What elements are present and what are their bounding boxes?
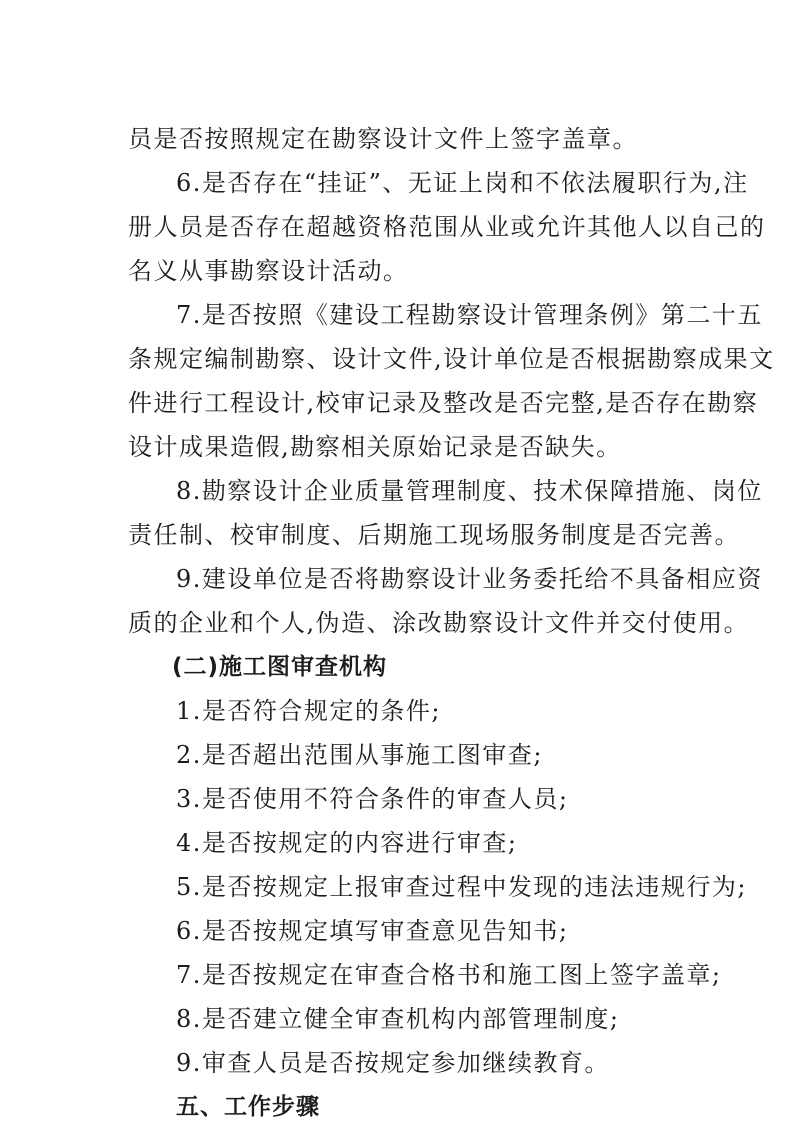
list-item: 4.是否按规定的内容进行审查; — [176, 829, 518, 857]
chapter-heading: 五、工作步骤 — [176, 1094, 320, 1120]
list-item: 3.是否使用不符合条件的审查人员; — [176, 785, 569, 813]
list-item: 8.是否建立健全审查机构内部管理制度; — [176, 1005, 620, 1033]
list-item: 6.是否按规定填写审查意见告知书; — [176, 917, 569, 945]
paragraph-line: 8.勘察设计企业质量管理制度、技术保障措施、岗位 — [176, 477, 763, 505]
paragraph-line: 质的企业和个人,伪造、涂改勘察设计文件并交付使用。 — [128, 609, 750, 637]
paragraph-line: 员是否按照规定在勘察设计文件上签字盖章。 — [128, 125, 638, 153]
paragraph-line: 6.是否存在“挂证”、无证上岗和不依法履职行为,注 — [176, 169, 749, 197]
list-item: 9.审查人员是否按规定参加继续教育。 — [176, 1049, 610, 1077]
paragraph-line: 9.建设单位是否将勘察设计业务委托给不具备相应资 — [176, 565, 763, 593]
paragraph-line: 名义从事勘察设计活动。 — [128, 257, 409, 285]
list-item: 1.是否符合规定的条件; — [176, 697, 441, 725]
list-item: 2.是否超出范围从事施工图审查; — [176, 741, 543, 769]
paragraph-line: 责任制、校审制度、后期施工现场服务制度是否完善。 — [128, 521, 740, 549]
paragraph-line: 7.是否按照《建设工程勘察设计管理条例》第二十五 — [176, 301, 763, 329]
list-item: 7.是否按规定在审查合格书和施工图上签字盖章; — [176, 961, 722, 989]
list-item: 5.是否按规定上报审查过程中发现的违法违规行为; — [176, 873, 747, 901]
paragraph-line: 条规定编制勘察、设计文件,设计单位是否根据勘察成果文 — [128, 345, 775, 373]
section-heading: (二)施工图审查机构 — [172, 654, 388, 680]
paragraph-line: 册人员是否存在超越资格范围从业或允许其他人以自己的 — [128, 213, 766, 241]
paragraph-line: 设计成果造假,勘察相关原始记录是否缺失。 — [128, 433, 622, 461]
paragraph-line: 件进行工程设计,校审记录及整改是否完整,是否存在勘察 — [128, 389, 759, 417]
